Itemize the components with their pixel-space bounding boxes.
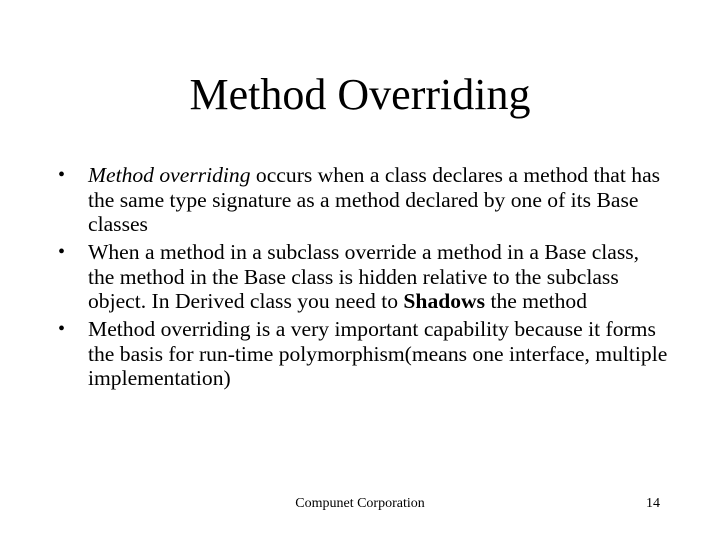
bullet-item [58,163,668,237]
bullet-item [58,240,668,314]
bullet-text: When a method in a subclass override a method in a Base class, the method in the Base class is hidden relative to the subclass object. In Derived class you need to [88,240,640,313]
bullet-text: the method [485,289,587,313]
bullet-list [58,163,668,394]
bullet-item [58,317,668,391]
bullet-glyph: • [58,318,66,340]
bullet-text: Method overriding is a very important capability because it forms the basis for run-time polymorphism(means one interface, multiple implementation) [88,317,668,390]
slide-title: Method Overriding [189,70,531,119]
bullet-lead-italic: Method overriding [88,163,251,187]
bullet-text: occurs when a class declares a method that has the same type signature as a method declared by one of its Base classes [88,163,661,236]
bullet-glyph: • [58,164,66,186]
page-number: 14 [646,496,660,511]
bullet-bold-term: Shadows [403,289,486,313]
bullet-glyph: • [58,241,66,263]
footer-organization: Compunet Corporation [295,496,425,511]
